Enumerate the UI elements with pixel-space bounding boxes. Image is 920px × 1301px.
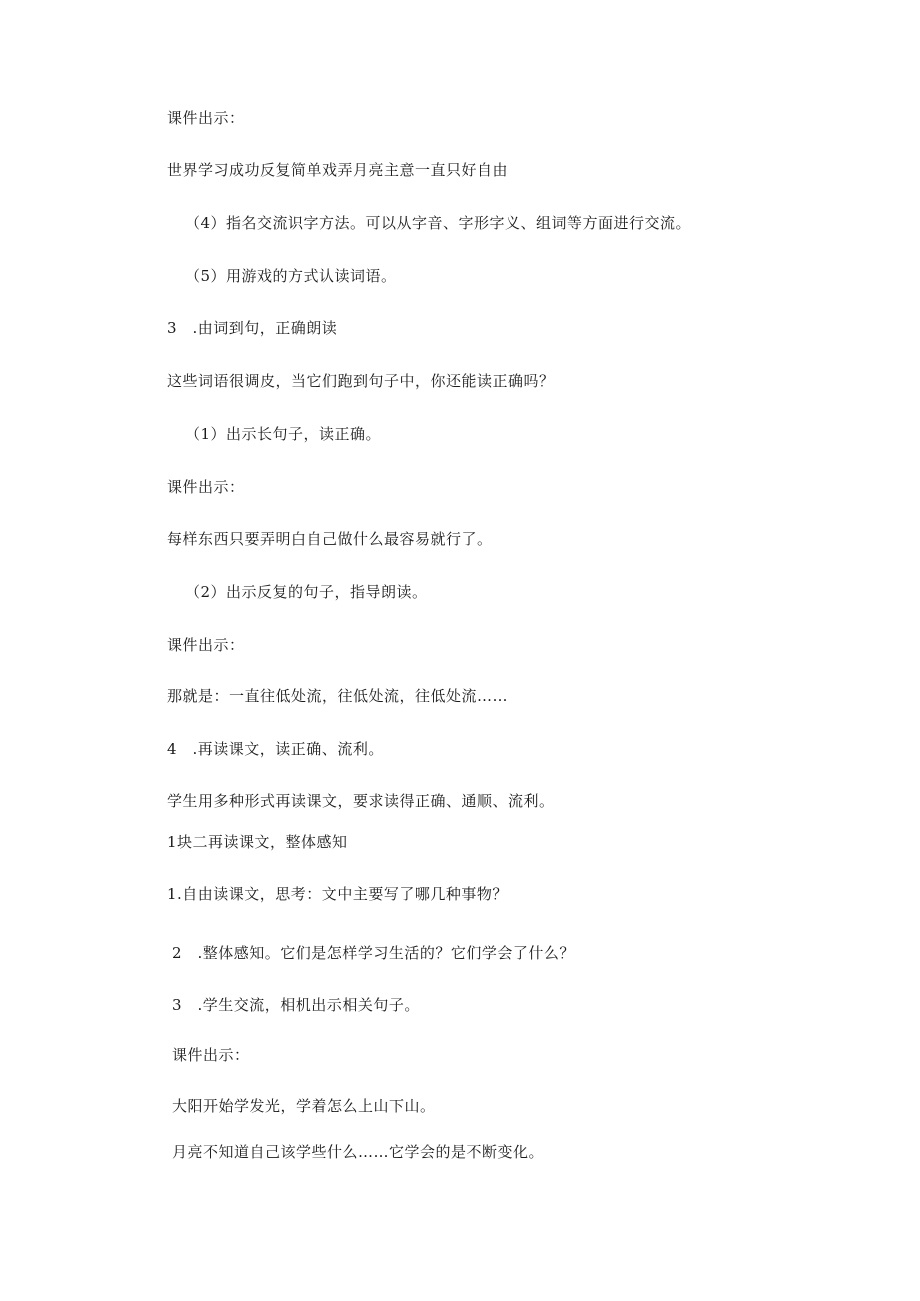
task-2-overall-perception: 2 .整体感知。它们是怎样学习生活的？它们学会了什么？ <box>172 944 575 962</box>
example-sentence-sun: 大阳开始学发光，学着怎么上山下山。 <box>172 1097 436 1115</box>
courseware-label-1: 课件出示： <box>167 109 245 127</box>
step-5-game-reading: （5）用游戏的方式认读词语。 <box>185 267 397 285</box>
step-2-repeated-sentence: （2）出示反复的句子，指导朗读。 <box>185 583 428 601</box>
courseware-label-2: 课件出示： <box>167 478 245 496</box>
example-sentence-2: 那就是：一直往低处流，往低处流，往低处流…… <box>167 687 509 705</box>
step-4-identify-methods: （4）指名交流识字方法。可以从字音、字形字义、组词等方面进行交流。 <box>185 214 692 232</box>
courseware-label-4: 课件出示： <box>172 1046 250 1064</box>
task-3-student-exchange: 3 .学生交流，相机出示相关句子。 <box>172 996 420 1014</box>
vocabulary-list: 世界学习成功反复简单戏弄月亮主意一直只好自由 <box>167 161 509 179</box>
example-sentence-1: 每样东西只要弄明白自己做什么最容易就行了。 <box>167 530 493 548</box>
section-3-heading: 3 .由词到句，正确朗读 <box>167 319 338 337</box>
courseware-label-3: 课件出示： <box>167 636 245 654</box>
block-2-heading: 1块二再读课文，整体感知 <box>167 833 348 851</box>
paragraph-reread: 学生用多种形式再读课文，要求读得正确、通顺、流利。 <box>167 792 555 810</box>
step-1-long-sentence: （1）出示长句子，读正确。 <box>185 425 382 443</box>
paragraph-naughty-words: 这些词语很调皮，当它们跑到句子中，你还能读正确吗？ <box>167 372 555 390</box>
section-4-heading: 4 .再读课文，读正确、流利。 <box>167 740 384 758</box>
task-1-free-reading: 1.自由读课文，思考：文中主要写了哪几种事物？ <box>167 885 508 903</box>
example-sentence-moon: 月亮不知道自己该学些什么……它学会的是不断变化。 <box>172 1143 545 1161</box>
